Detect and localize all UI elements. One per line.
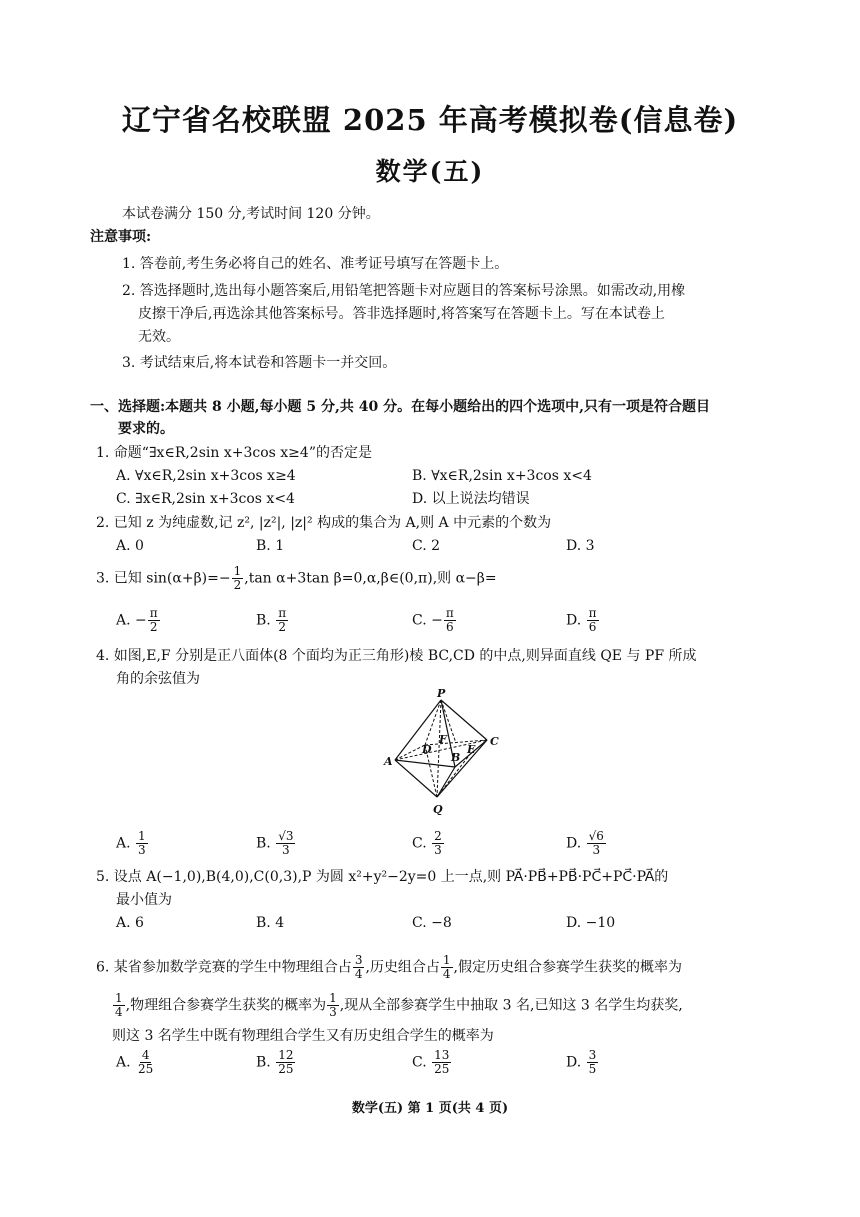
note-2b: 皮擦干净后,再选涂其他答案标号。答非选择题时,将答案写在答题卡上。写在本试卷上 (138, 306, 665, 322)
q6-option-a[interactable]: A. $\frac{4}{25}$ (116, 1048, 154, 1076)
label-f: F (439, 733, 447, 746)
label-q: Q (433, 803, 443, 815)
q2-option-d[interactable]: D. 3 (566, 538, 595, 554)
q3-option-a[interactable]: A. − $\frac{\pi}{2}$ (116, 606, 158, 634)
label-d: D (422, 743, 432, 756)
q1-option-c[interactable]: C. ∃x∈R,2sin x+3cos x<4 (116, 491, 295, 507)
label-p: P (437, 687, 446, 700)
q6-stem-line2: $\frac{1}{4}$ ,物理组合参赛学生获奖的概率为 $\frac{1}{3}$ ,现从全部参赛学生中抽取 3 名,已知这 3 名学生均获奖, (115, 991, 683, 1019)
note-2c: 无效。 (138, 329, 180, 345)
notes-title: 注意事项: (90, 229, 152, 245)
page-footer: 数学(五) 第 1 页(共 4 页) (351, 1101, 509, 1116)
q3-option-d[interactable]: D. $\frac{\pi}{6}$ (566, 606, 597, 634)
q2-option-b[interactable]: B. 1 (256, 538, 285, 554)
q4-option-d[interactable]: D. $\frac{√6}{3}$ (566, 829, 604, 857)
q4-stem: 4. 如图,E,F 分别是正八面体(8 个面均为正三角形)棱 BC,CD 的中点,则异面直线 QE 与 PF 所成 (96, 648, 697, 664)
q5-option-a[interactable]: A. 6 (116, 915, 144, 931)
q4-stem-cont: 角的余弦值为 (116, 671, 200, 687)
q6-stem-line1: 6. 某省参加数学竞赛的学生中物理组合占 $\frac{3}{4}$ ,历史组合占 $\frac{1}{4}$ ,假定历史组合参赛学生获奖的概率为 (96, 953, 682, 981)
q6-stem-line3: 则这 3 名学生中既有物理组合学生又有历史组合学生的概率为 (112, 1028, 494, 1044)
q1-option-a[interactable]: A. ∀x∈R,2sin x+3cos x≥4 (116, 468, 296, 484)
label-e: E (467, 743, 476, 756)
note-1: 1. 答卷前,考生务必将自己的姓名、准考证号填写在答题卡上。 (122, 256, 509, 272)
q3-option-b[interactable]: B. $\frac{\pi}{2}$ (256, 606, 287, 634)
q3-stem: 3. 已知 sin(α+β)=− $\frac{1}{2}$ ,tan α+3tan β=0,α,β∈(0,π),则 α−β= (96, 564, 497, 592)
q5-option-c[interactable]: C. −8 (412, 915, 452, 931)
q5-stem: 5. 设点 A(−1,0),B(4,0),C(0,3),P 为圆 x²+y²−2y=0 上一点,则 PA⃗·PB⃗+PB⃗·PC⃗+PC⃗·PA⃗的 (96, 869, 669, 885)
label-c: C (490, 735, 499, 748)
q1-option-b[interactable]: B. ∀x∈R,2sin x+3cos x<4 (412, 468, 592, 484)
q2-option-a[interactable]: A. 0 (116, 538, 144, 554)
q5-stem-cont: 最小值为 (116, 892, 172, 908)
octahedron-figure (375, 685, 510, 815)
q1-option-d[interactable]: D. 以上说法均错误 (412, 491, 530, 507)
exam-subtitle: 数学(五) (375, 157, 485, 186)
intro-line: 本试卷满分 150 分,考试时间 120 分钟。 (122, 206, 380, 222)
q6-option-b[interactable]: B. $\frac{12}{25}$ (256, 1048, 294, 1076)
q4-option-c[interactable]: C. $\frac{2}{3}$ (412, 829, 442, 857)
q2-option-c[interactable]: C. 2 (412, 538, 441, 554)
exam-title: 辽宁省名校联盟 2025 年高考模拟卷(信息卷) (121, 103, 739, 137)
q2-stem: 2. 已知 z 为纯虚数,记 z², |z²|, |z|² 构成的集合为 A,则 A 中元素的个数为 (96, 515, 552, 531)
q1-stem: 1. 命题“∃x∈R,2sin x+3cos x≥4”的否定是 (96, 445, 372, 461)
note-2a: 2. 答选择题时,选出每小题答案后,用铅笔把答题卡对应题目的答案标号涂黑。如需改动,用橡 (122, 283, 686, 299)
q3-option-c[interactable]: C. − $\frac{\pi}{6}$ (412, 606, 454, 634)
q6-option-c[interactable]: C. $\frac{13}{25}$ (412, 1048, 450, 1076)
q3-fraction: $\frac{1}{2}$ (233, 564, 242, 592)
label-a: A (384, 755, 393, 768)
note-3: 3. 考试结束后,将本试卷和答题卡一并交回。 (122, 355, 397, 371)
q4-option-a[interactable]: A. $\frac{1}{3}$ (116, 829, 146, 857)
q5-option-b[interactable]: B. 4 (256, 915, 285, 931)
q6-option-d[interactable]: D. $\frac{3}{5}$ (566, 1048, 597, 1076)
section-heading-cont: 要求的。 (118, 421, 174, 437)
label-b: B (451, 751, 461, 764)
section-heading: 一、选择题:本题共 8 小题,每小题 5 分,共 40 分。在每小题给出的四个选项中,只有一项是符合题目 (90, 399, 710, 415)
q4-option-b[interactable]: B. $\frac{√3}{3}$ (256, 829, 294, 857)
q5-option-d[interactable]: D. −10 (566, 915, 616, 931)
